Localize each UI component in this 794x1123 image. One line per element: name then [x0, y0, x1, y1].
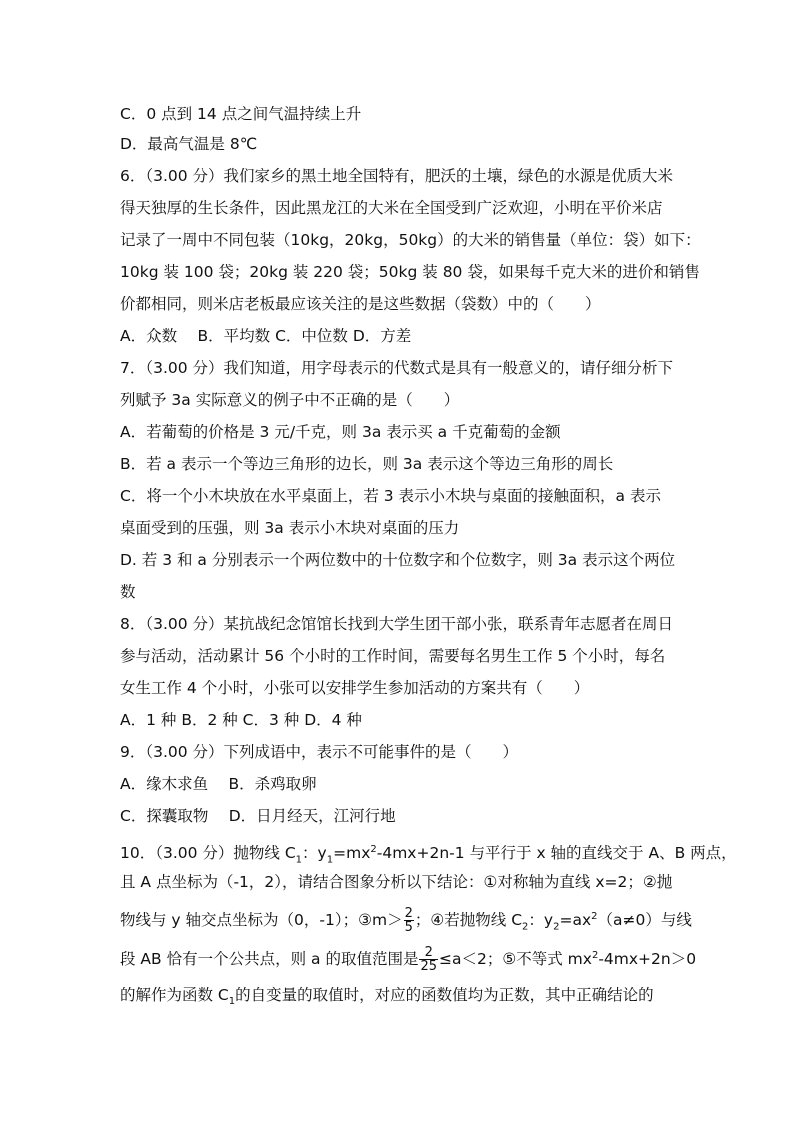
- q5-option-d: D．最高气温是 8℃: [120, 135, 258, 153]
- q9-options-cd: C．探囊取物 D．日月经天，江河行地: [120, 807, 396, 825]
- q7-option-b: B．若 a 表示一个等边三角形的边长，则 3a 表示这个等边三角形的周长: [120, 455, 614, 473]
- q8-stem-line-2: 参与活动，活动累计 56 个小时的工作时间，需要每名男生工作 5 个小时，每名: [120, 647, 666, 665]
- q7-stem-line-2: 列赋予 3a 实际意义的例子中不正确的是（ ）: [120, 391, 460, 409]
- q8-stem-line-1: 8．（3.00 分）某抗战纪念馆馆长找到大学生团干部小张，联系青年志愿者在周日: [120, 615, 674, 633]
- q6-stem-line-1: 6．（3.00 分）我们家乡的黑土地全国特有，肥沃的土壤，绿色的水源是优质大米: [120, 167, 674, 185]
- q7-option-c-line-2: 桌面受到的压强，则 3a 表示小木块对桌面的压力: [120, 519, 460, 537]
- q10-stem-line-2: 且 A 点坐标为（-1，2），请结合图象分析以下结论：①对称轴为直线 x=2；②抛: [120, 873, 673, 891]
- q6-stem-line-2: 得天独厚的生长条件，因此黑龙江的大米在全国受到广泛欢迎，小明在平价米店: [120, 199, 663, 217]
- q9-stem: 9．（3.00 分）下列成语中，表示不可能事件的是（ ）: [120, 743, 519, 761]
- fraction-two-twentyfifths: $\frac{2}{25}$: [420, 945, 437, 975]
- fraction-two-fifths: $\frac{2}{5}$: [404, 906, 413, 936]
- q6-stem-line-3: 记录了一周中不同包装（10kg，20kg，50kg）的大米的销售量（单位：袋）如下：: [120, 231, 701, 249]
- q7-stem-line-1: 7．（3.00 分）我们知道，用字母表示的代数式是具有一般意义的，请仔细分析下: [120, 359, 674, 377]
- q7-option-d-line-1: D. 若 3 和 a 分别表示一个两位数中的十位数字和个位数字，则 3a 表示这个两位: [120, 551, 676, 569]
- q6-options: A．众数 B．平均数 C．中位数 D．方差: [120, 327, 412, 345]
- q6-stem-line-4: 10kg 装 100 袋；20kg 装 220 袋；50kg 装 80 袋，如果每千克大米的进价和销售: [120, 263, 700, 281]
- q10-stem-line-5: 的解作为函数 $C_1$的自变量的取值时，对应的函数值均为正数，其中正确结论的: [120, 986, 654, 1008]
- q7-option-c-line-1: C．将一个小木块放在水平桌面上，若 3 表示小木块与桌面的接触面积，a 表示: [120, 487, 661, 505]
- q7-option-d-line-2: 数: [120, 583, 136, 601]
- q10-stem-line-3: 物线与 y 轴交点坐标为（0，-1）；③m＞ $\frac{2}{5}$ ；④若抛物线 $C_2$：$y_2=ax^2(a\ne 0)$与线: [120, 906, 692, 936]
- q9-options-ab: A．缘木求鱼 B．杀鸡取卵: [120, 775, 317, 793]
- q6-stem-line-5: 价都相同，则米店老板最应该关注的是这些数据（袋数）中的（ ）: [120, 295, 601, 313]
- q7-option-a: A．若葡萄的价格是 3 元/千克，则 3a 表示买 a 千克葡萄的金额: [120, 423, 561, 441]
- q10-stem-line-1: 10．（3.00 分）抛物线 $C_1$：$y_1=mx^2-4mx+2n-1$ 与平行于 x 轴的直线交于 A、B 两点，: [120, 844, 737, 866]
- q10-stem-line-4: 段 AB 恰有一个公共点，则 a 的取值范围是 $\frac{2}{25}$ ≤a＜2；⑤不等式 $mx^2-4mx+2n>0$: [120, 945, 697, 975]
- q8-stem-line-3: 女生工作 4 个小时，小张可以安排学生参加活动的方案共有（ ）: [120, 679, 590, 697]
- q8-options: A．1 种 B．2 种 C．3 种 D．4 种: [120, 711, 362, 729]
- q5-option-c: C．0 点到 14 点之间气温持续上升: [120, 105, 362, 123]
